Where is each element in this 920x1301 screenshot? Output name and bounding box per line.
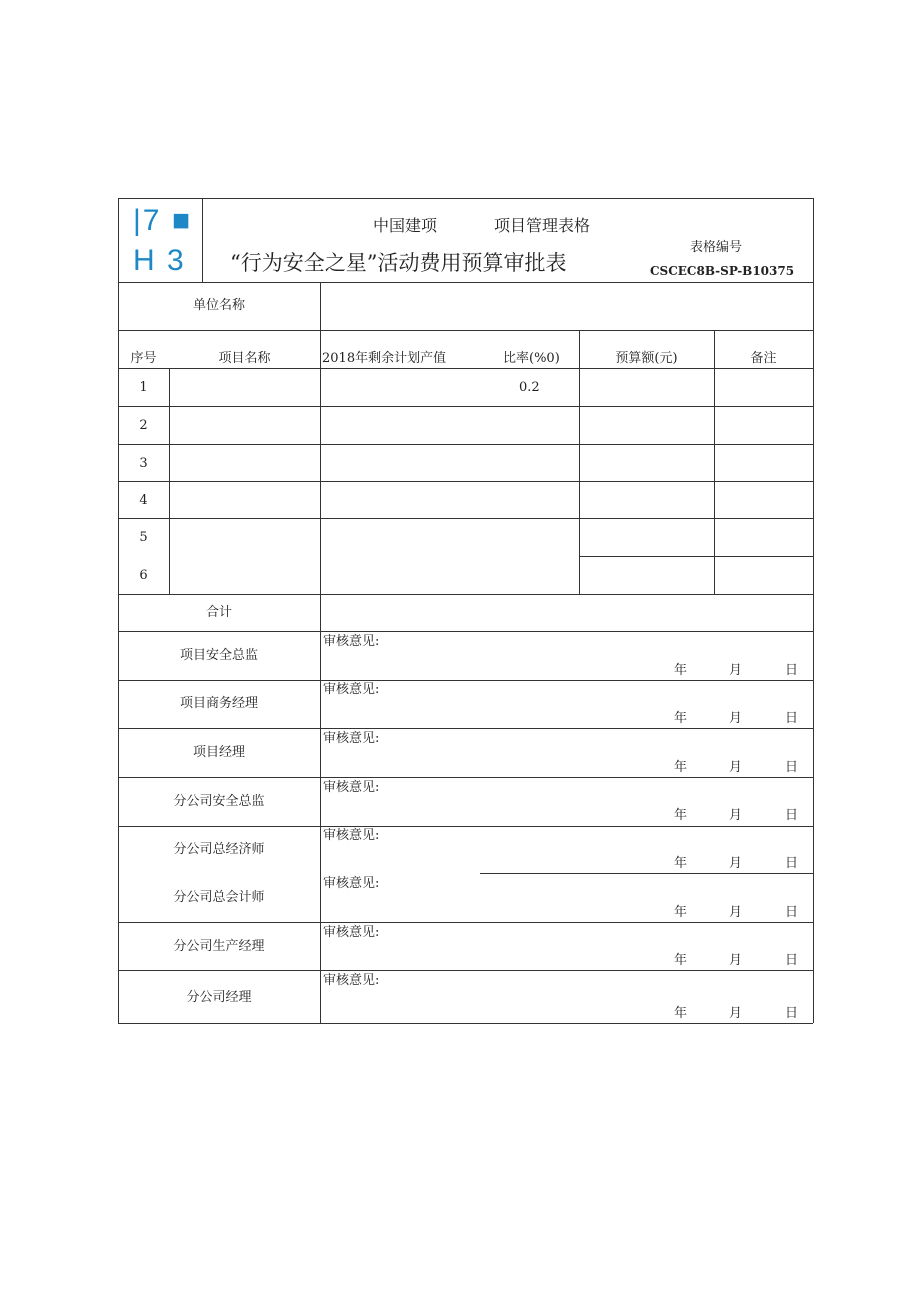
date-year: 年	[674, 808, 688, 823]
date-month: 月	[729, 760, 743, 775]
table-border-bottom	[118, 1023, 813, 1024]
review-opinion-label: 审核意见:	[323, 682, 380, 697]
date-day: 日	[785, 1006, 799, 1021]
date-year: 年	[674, 663, 688, 678]
form-category: 项目管理表格	[494, 216, 591, 235]
date-month: 月	[729, 856, 743, 871]
date-day: 日	[785, 808, 799, 823]
date-day: 日	[785, 663, 799, 678]
date-month: 月	[729, 808, 743, 823]
line-row1-bottom	[118, 406, 813, 407]
line-appr1-bottom	[118, 680, 813, 681]
review-opinion-label: 审核意见:	[323, 780, 380, 795]
approver-project-manager: 项目经理	[192, 745, 245, 760]
line-total-bottom	[118, 631, 813, 632]
approver-branch-production-manager: 分公司生产经理	[173, 939, 265, 954]
line-unit-bottom	[118, 330, 813, 331]
date-year: 年	[674, 760, 688, 775]
line-row3-bottom	[118, 481, 813, 482]
review-opinion-label: 审核意见:	[323, 828, 380, 843]
company-logo-line2: H 3	[133, 244, 186, 277]
row-seq-2: 2	[139, 418, 148, 433]
col-header-ratio: 比率(%0)	[503, 351, 560, 366]
date-day: 日	[785, 760, 799, 775]
date-day: 日	[785, 905, 799, 920]
line-col-output-left	[320, 282, 321, 1023]
row-seq-5: 5	[139, 530, 148, 545]
date-month: 月	[729, 905, 743, 920]
line-header-bottom	[118, 282, 813, 283]
approver-branch-manager: 分公司经理	[186, 990, 252, 1005]
total-field[interactable]	[322, 596, 812, 630]
col-header-remark: 备注	[750, 351, 777, 366]
line-appr4-bottom	[118, 826, 813, 827]
date-year: 年	[674, 953, 688, 968]
row-seq-4: 4	[139, 493, 148, 508]
line-row6-bottom	[118, 594, 813, 595]
line-row2-bottom	[118, 444, 813, 445]
date-month: 月	[729, 1006, 743, 1021]
line-colhead-bottom	[118, 368, 813, 369]
row-seq-3: 3	[139, 456, 148, 471]
line-col-remark-left	[714, 330, 715, 594]
line-appr3-bottom	[118, 777, 813, 778]
review-opinion-label: 审核意见:	[323, 731, 380, 746]
col-header-remaining-output: 2018年剩余计划产值	[322, 351, 447, 366]
approver-project-safety-director: 项目安全总监	[179, 648, 258, 663]
line-appr6-bottom	[118, 922, 813, 923]
line-row4-bottom	[118, 518, 813, 519]
row-seq-6: 6	[139, 568, 148, 583]
line-appr2-bottom	[118, 728, 813, 729]
approver-project-commercial-manager: 项目商务经理	[179, 696, 258, 711]
date-year: 年	[674, 1006, 688, 1021]
line-col-budget-left	[579, 330, 580, 594]
approver-branch-chief-economist: 分公司总经济师	[173, 842, 265, 857]
company-logo: |7 ■	[133, 204, 192, 237]
line-row5-bottom	[579, 556, 813, 557]
company-name: 中国建项	[373, 216, 438, 235]
line-appr5-bottom	[480, 873, 813, 874]
date-month: 月	[729, 953, 743, 968]
logo-divider	[202, 198, 203, 282]
form-number: CSCEC8B-SP-B10375	[650, 264, 795, 278]
date-month: 月	[729, 711, 743, 726]
col-header-seq: 序号	[130, 351, 157, 366]
row-ratio-1: 0.2	[519, 380, 540, 395]
date-day: 日	[785, 856, 799, 871]
date-year: 年	[674, 856, 688, 871]
table-border-top	[118, 198, 813, 199]
unit-name-label: 单位名称	[192, 298, 245, 313]
date-year: 年	[674, 711, 688, 726]
line-col-name-left	[169, 368, 170, 594]
approver-branch-chief-accountant: 分公司总会计师	[173, 890, 265, 905]
review-opinion-label: 审核意见:	[323, 876, 380, 891]
unit-name-field[interactable]	[322, 284, 812, 329]
col-header-project-name: 项目名称	[218, 351, 271, 366]
approver-branch-safety-director: 分公司安全总监	[173, 794, 265, 809]
date-year: 年	[674, 905, 688, 920]
line-appr7-bottom	[118, 970, 813, 971]
review-opinion-label: 审核意见:	[323, 925, 380, 940]
date-month: 月	[729, 663, 743, 678]
row-seq-1: 1	[139, 380, 148, 395]
review-opinion-label: 审核意见:	[323, 634, 380, 649]
table-border-right	[813, 198, 814, 1023]
review-opinion-label: 审核意见:	[323, 973, 380, 988]
date-day: 日	[785, 711, 799, 726]
form-title: “行为安全之星”活动费用预算审批表	[230, 251, 567, 275]
date-day: 日	[785, 953, 799, 968]
col-header-budget: 预算额(元)	[615, 351, 678, 366]
form-number-label: 表格编号	[690, 240, 743, 255]
total-label: 合计	[205, 605, 232, 620]
